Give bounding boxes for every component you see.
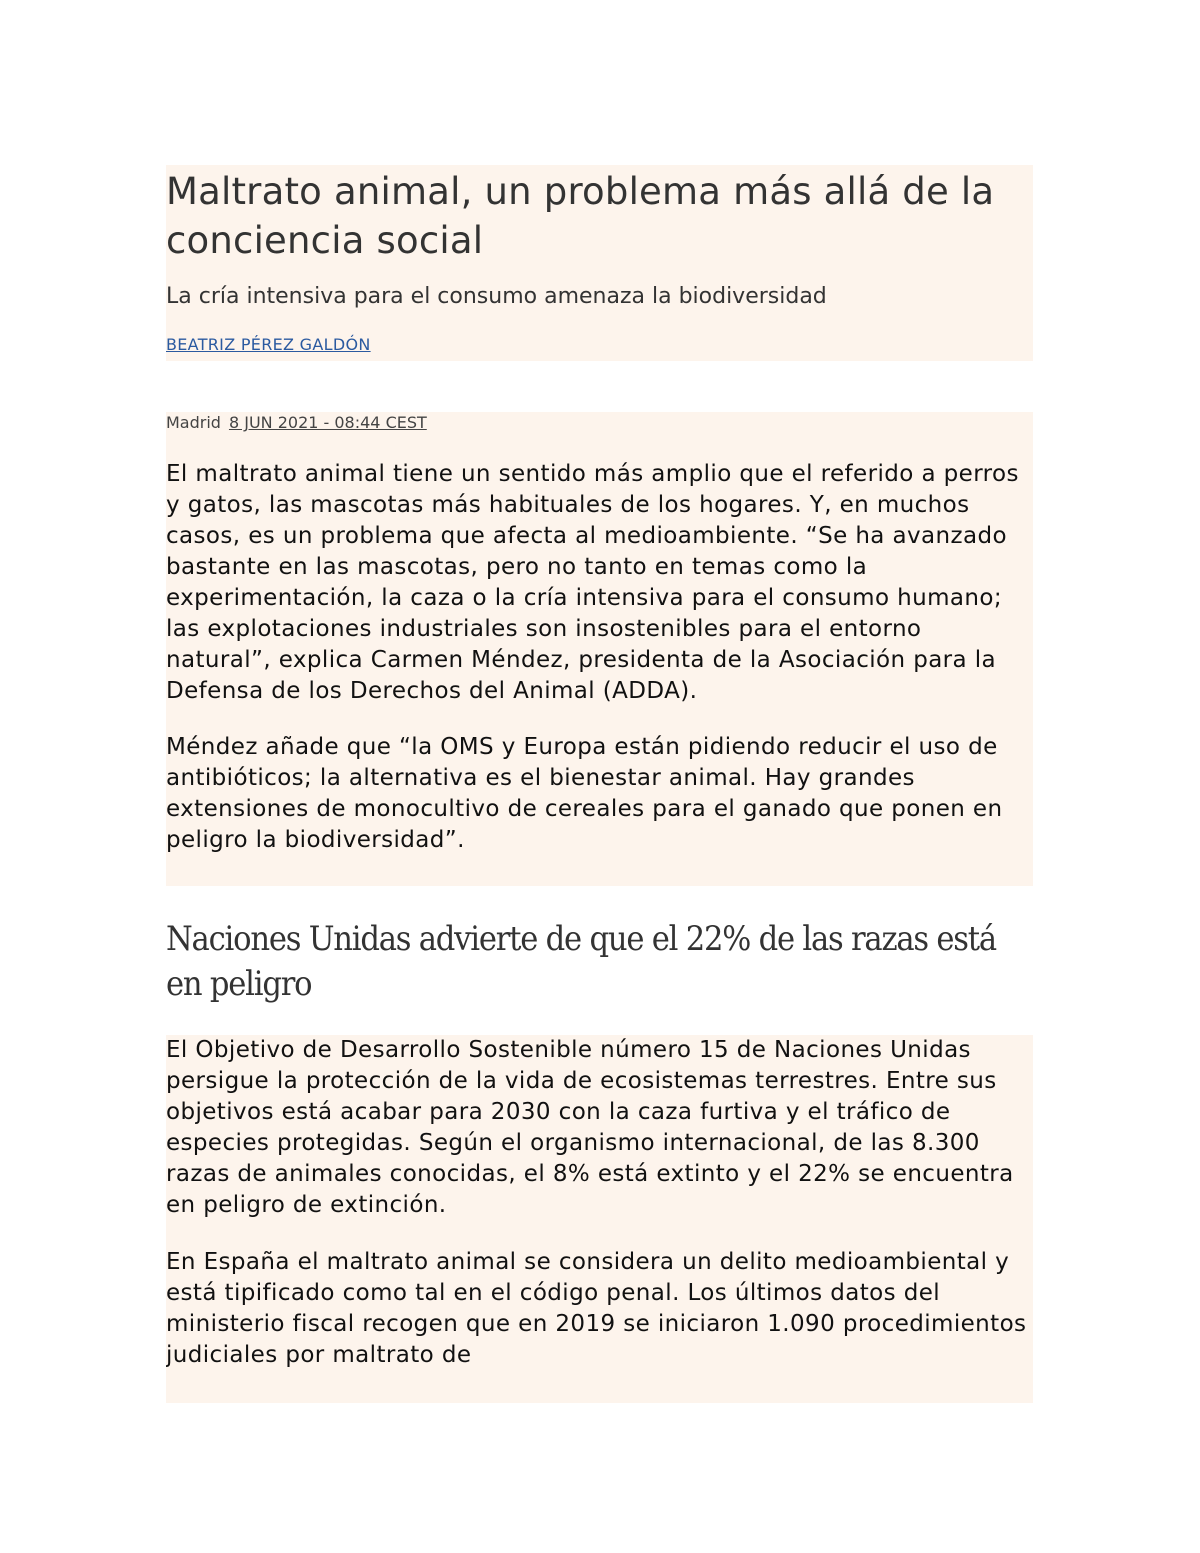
article-subtitle: La cría intensiva para el consumo amenaza la biodiversidad — [166, 284, 827, 309]
paragraph: En España el maltrato animal se considera un delito medioambiental y está tipificado como tal en el código penal. Los últimos datos del ministerio fiscal recogen que en 2019 se iniciaron 1.090 procedimientos judiciales por maltrato de — [166, 1249, 1027, 1368]
paragraph: El maltrato animal tiene un sentido más amplio que el referido a perros y gatos, las mascotas más habituales de los hogares. Y, en muchos casos, es un problema que afecta al medioambiente. “Se ha avanzado bastante en las mascotas, pero no tanto en temas como la experimentación, la caza o la cría intensiva para el consumo humano; las explotaciones industriales son insostenibles para el entorno natural”, explica Carmen Méndez, presidenta de la Asociación para la Defensa de los Derechos del Animal (ADDA). — [166, 461, 1019, 704]
dateline-place: Madrid — [166, 413, 221, 432]
article-body-part-2 — [166, 1035, 1033, 1403]
dateline-date-link[interactable]: 8 JUN 2021 - 08:44 CEST — [228, 413, 427, 432]
paragraph: Méndez añade que “la OMS y Europa están pidiendo reducir el uso de antibióticos; la alternativa es el bienestar animal. Hay grandes extensiones de monocultivo de cereales para el ganado que ponen en peligro la biodiversidad”. — [166, 734, 1003, 853]
paragraph: El Objetivo de Desarrollo Sostenible número 15 de Naciones Unidas persigue la protección de la vida de ecosistemas terrestres. Entre sus objetivos está acabar para 2030 con la caza furtiva y el tráfico de especies protegidas. Según el organismo internacional, de las 8.300 razas de animales conocidas, el 8% está extinto y el 22% se encuentra en peligro de extinción. — [166, 1037, 1014, 1218]
dateline — [166, 412, 1033, 434]
article-header — [166, 165, 1033, 361]
article-title: Maltrato animal, un problema más allá de la conciencia social — [166, 170, 995, 262]
author-link[interactable]: BEATRIZ PÉREZ GALDÓN — [166, 335, 371, 354]
section-heading: Naciones Unidas advierte de que el 22% de las razas está en peligro — [166, 919, 996, 1004]
article-body-part-1 — [166, 412, 1033, 886]
article — [166, 165, 1033, 1403]
